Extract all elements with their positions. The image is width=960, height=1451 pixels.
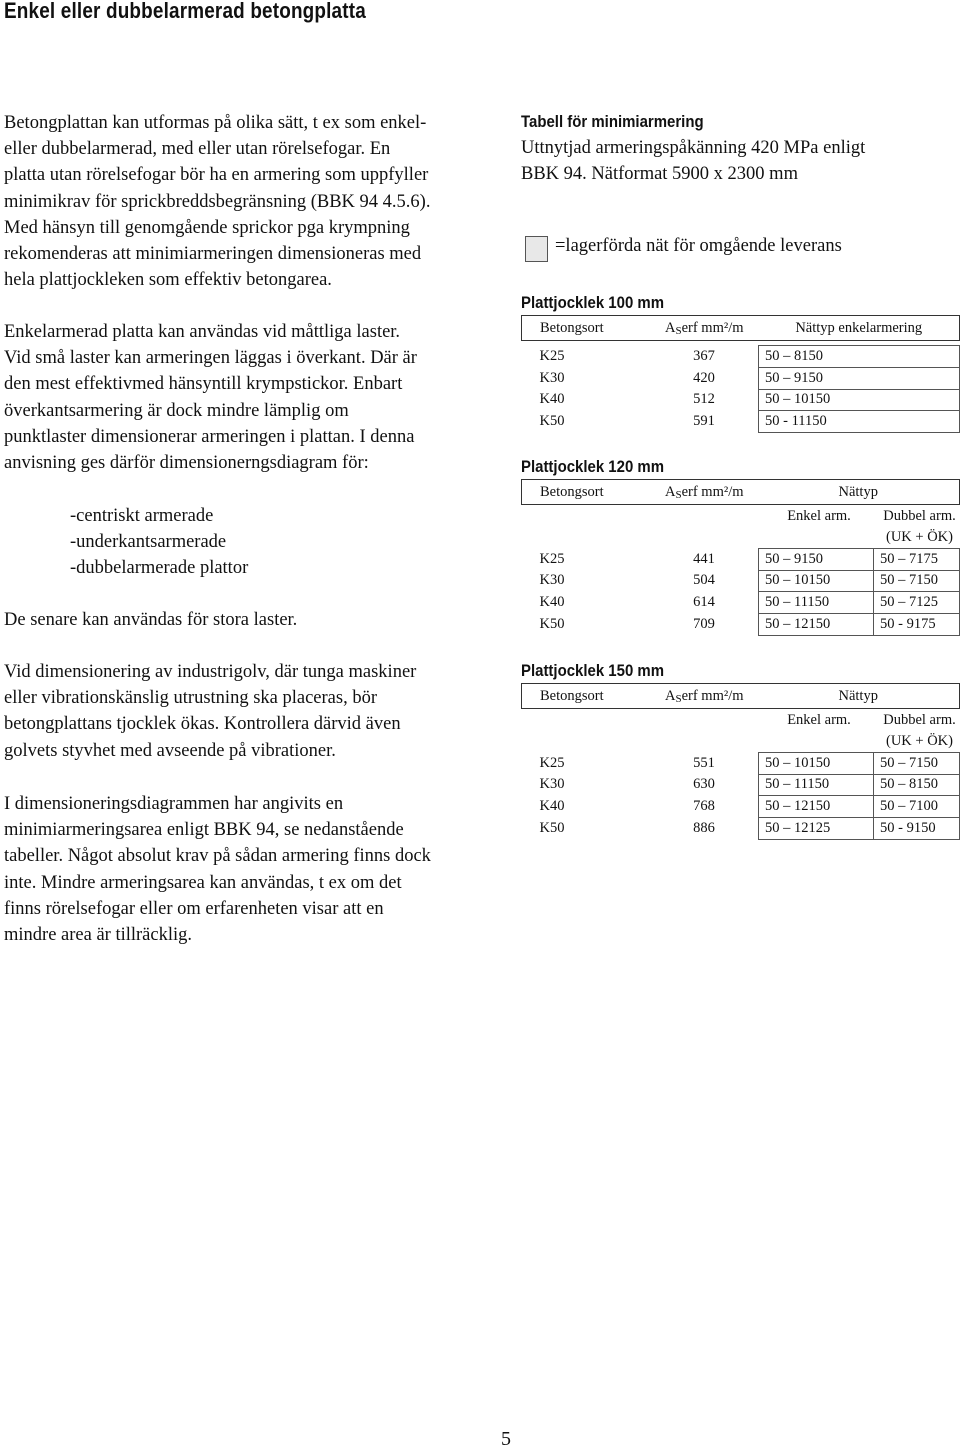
cell-area: 768	[693, 798, 715, 815]
col-nattyp: Nättyp	[759, 684, 960, 709]
text-line: rekomenderas att minimiarmeringen dimensioneras med	[4, 244, 422, 265]
cell-enkel: 50 – 11150	[759, 592, 874, 614]
cell-area: 630	[693, 776, 715, 793]
cell-betongsort: K50	[539, 413, 565, 430]
text-line: minimikrav för sprickbreddsbegränsning (BBK 94 4.5.6).	[4, 191, 431, 212]
col-dubbel: Dubbel arm.	[883, 711, 956, 728]
text-line: överkantsarmering är dock mindre lämplig om	[4, 400, 349, 421]
subheader-row	[522, 709, 960, 732]
cell-betongsort: K30	[539, 572, 565, 589]
table-row	[522, 614, 960, 636]
text-line: den mest effektivmed hänsyntill krympstickor. Enbart	[4, 374, 403, 395]
table-intro	[521, 135, 865, 187]
table-row	[522, 367, 960, 389]
t150-heading: Plattjocklek 150 mm	[521, 661, 665, 680]
col-nattyp: Nättyp enkelarmering	[759, 316, 960, 341]
cell-area: 504	[693, 572, 715, 589]
cell-dubbel: 50 – 7100	[874, 796, 960, 818]
cell-area: 551	[693, 754, 715, 771]
text-line: De senare kan användas för stora laster.	[4, 610, 298, 630]
cell-dubbel: 50 - 9150	[874, 818, 960, 840]
table-row	[522, 548, 960, 570]
cell-nattyp: 50 – 10150	[759, 389, 960, 411]
text-line: hela plattjockleken som effektiv betongarea.	[4, 270, 332, 291]
col-enkel: Enkel arm.	[787, 711, 851, 728]
diagram-type-list	[70, 503, 248, 582]
cell-betongsort: K50	[539, 616, 565, 633]
col-dubbel: Dubbel arm.	[883, 507, 956, 524]
cell-nattyp: 50 - 11150	[759, 411, 960, 433]
page-title: Enkel eller dubbelarmerad betongplatta	[4, 0, 366, 23]
col-betongsort: Betongsort	[522, 684, 651, 709]
cell-enkel: 50 – 9150	[759, 548, 874, 570]
t100-heading: Plattjocklek 100 mm	[521, 293, 665, 312]
table-100mm	[521, 315, 960, 433]
col-area-unit: erf mm²/m	[681, 319, 744, 336]
t120-heading: Plattjocklek 120 mm	[521, 457, 665, 476]
table-row	[522, 752, 960, 774]
page-number: 5	[501, 1428, 511, 1450]
text-line: tabeller. Något absolut krav på sådan armering finns dock	[4, 846, 431, 867]
cell-area: 420	[693, 369, 715, 386]
cell-betongsort: K30	[539, 369, 565, 386]
col-area	[650, 480, 759, 505]
text-line: mindre area är tillräcklig.	[4, 925, 192, 946]
cell-betongsort: K50	[539, 820, 565, 837]
cell-betongsort: K40	[539, 391, 565, 408]
cell-nattyp: 50 – 8150	[759, 346, 960, 368]
text-line: BBK 94. Nätformat 5900 x 2300 mm	[521, 164, 798, 185]
text-line: eller vibrationskänslig utrustning ska placeras, bör	[4, 688, 377, 709]
list-item: -centriskt armerade	[70, 506, 214, 526]
text-line: platta utan rörelsefogar bör ha en armering som uppfyller	[4, 165, 429, 186]
table-row	[522, 411, 960, 433]
industrigolv-paragraph	[4, 659, 494, 764]
intro-paragraph	[4, 110, 494, 293]
text-line: Vid små laster kan armeringen läggas i överkant. Där är	[4, 348, 417, 369]
large-loads-note	[4, 607, 494, 633]
col-area-sub: S	[675, 692, 682, 705]
cell-area: 441	[693, 550, 715, 567]
cell-dubbel: 50 - 9175	[874, 614, 960, 636]
col-area-unit: erf mm²/m	[681, 483, 744, 500]
table-header-row	[522, 480, 960, 505]
col-area-sub: S	[675, 324, 682, 337]
cell-betongsort: K25	[539, 347, 565, 364]
cell-enkel: 50 – 12150	[759, 796, 874, 818]
table-header-row	[522, 684, 960, 709]
text-line: finns rörelsefogar eller om erfarenheten visar att en	[4, 898, 384, 919]
cell-area: 591	[693, 413, 715, 430]
cell-enkel: 50 – 10150	[759, 752, 874, 774]
cell-enkel: 50 – 10150	[759, 570, 874, 592]
enkelarmerad-paragraph	[4, 319, 494, 476]
cell-area: 614	[693, 594, 715, 611]
col-area-a: A	[664, 687, 676, 704]
col-area-a: A	[664, 483, 676, 500]
cell-enkel: 50 – 12125	[759, 818, 874, 840]
table-section-heading: Tabell för minimiarmering	[521, 112, 704, 131]
minimiarmering-paragraph	[4, 791, 494, 948]
cell-area: 709	[693, 616, 715, 633]
cell-enkel: 50 – 12150	[759, 614, 874, 636]
table-row	[522, 592, 960, 614]
col-area	[650, 316, 759, 341]
cell-betongsort: K40	[539, 798, 565, 815]
table-row	[522, 818, 960, 840]
col-betongsort: Betongsort	[522, 316, 651, 341]
table-row	[522, 570, 960, 592]
table-row	[522, 796, 960, 818]
cell-dubbel: 50 – 7150	[874, 570, 960, 592]
table-row	[522, 346, 960, 368]
cell-area: 512	[693, 391, 715, 408]
cell-enkel: 50 – 11150	[759, 774, 874, 796]
list-item: -underkantsarmerade	[70, 532, 227, 553]
col-enkel: Enkel arm.	[787, 507, 851, 524]
text-line: I dimensioneringsdiagrammen har angivits en	[4, 794, 344, 814]
text-line: anvisning ges därför dimensionerngsdiagram för:	[4, 453, 369, 474]
cell-dubbel: 50 – 8150	[874, 774, 960, 796]
text-line: minimiarmeringsarea enligt BBK 94, se nedanstående	[4, 820, 404, 841]
cell-betongsort: K25	[539, 550, 565, 567]
text-line: eller dubbelarmerad, med eller utan rörelsefogar. En	[4, 139, 391, 160]
text-line: inte. Mindre armeringsarea kan användas, t ex om det	[4, 872, 402, 893]
subheader-row	[522, 731, 960, 752]
text-line: Med hänsyn till genomgående sprickor pga krympning	[4, 217, 410, 238]
col-betongsort: Betongsort	[522, 480, 651, 505]
text-line: betongplattans tjocklek ökas. Kontrollera därvid även	[4, 714, 401, 735]
cell-area: 367	[693, 347, 715, 364]
text-line: Enkelarmerad platta kan användas vid måttliga laster.	[4, 322, 401, 342]
cell-betongsort: K25	[539, 754, 565, 771]
cell-dubbel: 50 – 7175	[874, 548, 960, 570]
table-header-row	[522, 316, 960, 341]
text-line: Vid dimensionering av industrigolv, där tunga maskiner	[4, 662, 417, 682]
table-120mm	[521, 479, 960, 636]
cell-dubbel: 50 – 7150	[874, 752, 960, 774]
col-area-unit: erf mm²/m	[681, 687, 744, 704]
table-150mm	[521, 683, 960, 840]
col-area	[650, 684, 759, 709]
table-row	[522, 774, 960, 796]
col-dubbel-uk-ok: (UK + ÖK)	[886, 528, 953, 545]
text-line: golvets styvhet med avseende på vibrationer.	[4, 740, 336, 761]
table-row	[522, 389, 960, 411]
legend-text: =lagerförda nät för omgående leverans	[555, 236, 842, 256]
cell-area: 886	[693, 820, 715, 837]
cell-dubbel: 50 – 7125	[874, 592, 960, 614]
col-area-a: A	[664, 319, 676, 336]
text-line: Betongplattan kan utformas på olika sätt, t ex som enkel-	[4, 113, 427, 133]
cell-betongsort: K40	[539, 594, 565, 611]
text-line: Uttnytjad armeringspåkänning 420 MPa enligt	[521, 138, 866, 158]
col-nattyp: Nättyp	[759, 480, 960, 505]
cell-betongsort: K30	[539, 776, 565, 793]
legend-swatch	[525, 236, 548, 262]
list-item: -dubbelarmerade plattor	[70, 558, 249, 579]
col-dubbel-uk-ok: (UK + ÖK)	[886, 732, 953, 749]
text-line: punktlaster dimensionerar armeringen i plattan. I denna	[4, 426, 415, 447]
col-area-sub: S	[675, 488, 682, 501]
cell-nattyp: 50 – 9150	[759, 367, 960, 389]
subheader-row	[522, 527, 960, 548]
subheader-row	[522, 505, 960, 528]
